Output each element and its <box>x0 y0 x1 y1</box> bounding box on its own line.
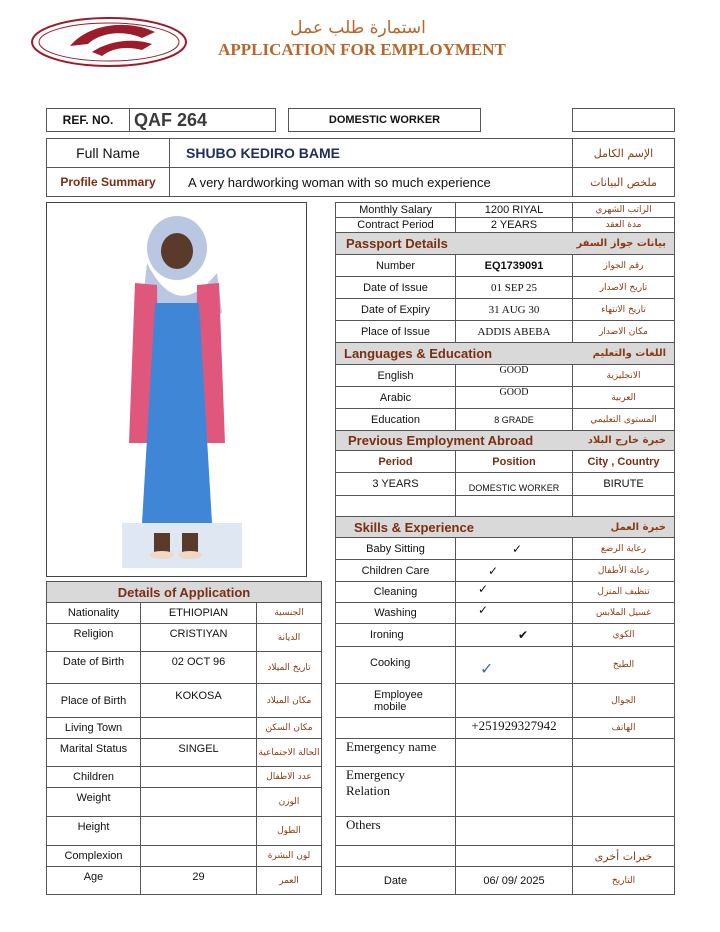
skill-label-cooking: Cooking <box>335 646 456 684</box>
english-level: GOOD <box>455 364 573 387</box>
profile-ar: ملخص البيانات <box>572 167 675 197</box>
ref-blank-box <box>572 108 675 132</box>
issue-place-label: Place of Issue <box>335 320 456 343</box>
date-value: 06/ 09/ 2025 <box>455 866 573 895</box>
expiry-date-label: Date of Expiry <box>335 298 456 321</box>
phone-label-blank <box>335 717 456 739</box>
employment-blank-2 <box>455 495 573 517</box>
skill-label-baby-sitting: Baby Sitting <box>335 537 456 560</box>
ref-label: REF. NO. <box>46 108 130 132</box>
skills-title: Skills & Experience <box>354 519 474 535</box>
skill-mark-baby-sitting: ✓ <box>455 537 573 560</box>
skill-label-children-care: Children Care <box>335 559 456 582</box>
employment-city: BIRUTE <box>572 472 675 496</box>
applicant-photo <box>47 203 306 576</box>
employment-col-city: City , Country <box>572 450 675 473</box>
profile-label: Profile Summary <box>46 167 170 197</box>
weight-value <box>140 787 257 817</box>
languages-header <box>335 342 675 365</box>
complexion-value <box>140 845 257 867</box>
weight-ar: الوزن <box>256 787 322 817</box>
employment-header <box>335 430 675 451</box>
marital-label: Marital Status <box>46 738 141 767</box>
emergency-name-ar <box>572 738 675 767</box>
religion-value: CRISTIYAN <box>140 623 257 652</box>
passport-title: Passport Details <box>346 236 448 251</box>
employment-period: 3 YEARS <box>335 472 456 496</box>
skill-ar-cooking: الطبخ <box>572 646 675 684</box>
passport-number-ar: رقم الجواز <box>572 254 675 277</box>
skill-ar-ironing: الكوي <box>572 623 675 647</box>
skill-label-washing: Washing <box>335 602 456 624</box>
position-applied: DOMESTIC WORKER <box>288 108 481 132</box>
employment-title-ar: خبرة خارج البلاد <box>587 435 666 446</box>
salary-value: 1200 RIYAL <box>455 202 573 218</box>
living-town-label: Living Town <box>46 717 141 739</box>
date-label: Date <box>335 866 456 895</box>
pob-label: Place of Birth <box>46 683 141 718</box>
dob-value: 02 OCT 96 <box>140 651 257 684</box>
company-logo <box>30 16 188 68</box>
children-value <box>140 766 257 788</box>
issue-date-ar: تاريخ الاصدار <box>572 276 675 299</box>
education-ar: المستوى التعليمي <box>572 408 675 431</box>
emergency-relation-line2: Relation <box>346 783 391 798</box>
age-value: 29 <box>140 866 257 895</box>
languages-title: Languages & Education <box>344 346 493 361</box>
religion-label: Religion <box>46 623 141 652</box>
emergency-relation-line1: Emergency <box>346 767 405 782</box>
emergency-relation-label <box>335 766 456 817</box>
dob-label: Date of Birth <box>46 651 141 684</box>
skill-mark-cooking: ✓ <box>455 646 573 684</box>
skill-mark-children-care: ✓ <box>455 559 573 582</box>
weight-label: Weight <box>46 787 141 817</box>
ref-value: QAF 264 <box>129 108 276 132</box>
complexion-label: Complexion <box>46 845 141 867</box>
mobile-ar: الجوال <box>572 683 675 718</box>
contract-ar: مدة العقد <box>572 217 675 233</box>
expiry-date-ar: تاريخ الانتهاء <box>572 298 675 321</box>
mobile-value-blank <box>455 683 573 718</box>
other-exp-blank-2 <box>455 845 573 867</box>
mobile-label: Employee mobile <box>335 683 456 718</box>
employment-col-period: Period <box>335 450 456 473</box>
others-ar-blank <box>572 816 675 846</box>
emergency-relation-ar <box>572 766 675 817</box>
skill-ar-washing: غسيل الملابس <box>572 602 675 624</box>
skill-ar-cleaning: تنظيف المنزل <box>572 581 675 603</box>
issue-place-ar: مكان الاصدار <box>572 320 675 343</box>
full-name-value: SHUBO KEDIRO BAME <box>169 138 573 168</box>
salary-ar: الراتب الشهري <box>572 202 675 218</box>
expiry-date: 31 AUG 30 <box>455 298 573 321</box>
arabic-label: Arabic <box>335 386 456 409</box>
employment-position: DOMESTIC WORKER <box>455 472 573 496</box>
issue-date-label: Date of Issue <box>335 276 456 299</box>
page-title: APPLICATION FOR EMPLOYMENT <box>218 40 506 59</box>
living-town-value <box>140 717 257 739</box>
complexion-ar: لون البشرة <box>256 845 322 867</box>
skill-mark-washing: ✓ <box>455 602 573 624</box>
marital-ar: الحالة الاجتماعية <box>256 738 322 767</box>
age-ar: العمر <box>256 866 322 895</box>
passport-number-label: Number <box>335 254 456 277</box>
living-town-ar: مكان السكن <box>256 717 322 739</box>
contract-label: Contract Period <box>335 217 456 233</box>
passport-header <box>335 232 675 255</box>
others-label: Others <box>335 816 456 846</box>
other-exp-ar: خبرات أخرى <box>572 845 675 867</box>
full-name-ar: الإسم الكامل <box>572 138 675 168</box>
issue-place: ADDIS ABEBA <box>455 320 573 343</box>
application-header: Details of Application <box>46 581 322 603</box>
education-label: Education <box>335 408 456 431</box>
arabic-level: GOOD <box>455 386 573 409</box>
height-label: Height <box>46 816 141 846</box>
emergency-name-label: Emergency name <box>335 738 456 767</box>
pob-value: KOKOSA <box>140 683 257 718</box>
date-ar: التاريخ <box>572 866 675 895</box>
skills-header <box>335 516 675 538</box>
employment-title: Previous Employment Abroad <box>348 433 534 448</box>
other-exp-blank-1 <box>335 845 456 867</box>
children-ar: عدد الاطفال <box>256 766 322 788</box>
english-ar: الانجليزية <box>572 364 675 387</box>
children-label: Children <box>46 766 141 788</box>
skill-mark-ironing: ✔ <box>455 623 573 647</box>
applicant-photo-frame <box>46 202 307 577</box>
skill-label-cleaning: Cleaning <box>335 581 456 603</box>
nationality-ar: الجنسية <box>256 602 322 624</box>
skill-ar-baby-sitting: رعاية الرضع <box>572 537 675 560</box>
languages-title-ar: اللغات والتعليم <box>592 348 666 359</box>
emergency-relation-value <box>455 766 573 817</box>
arabic-title: استمارة طلب عمل <box>290 18 426 38</box>
emergency-name-value <box>455 738 573 767</box>
skill-ar-children-care: رعاية الأطفال <box>572 559 675 582</box>
issue-date: 01 SEP 25 <box>455 276 573 299</box>
height-value <box>140 816 257 846</box>
others-value <box>455 816 573 846</box>
education-level: 8 GRADE <box>455 408 573 431</box>
arabic-ar: العربية <box>572 386 675 409</box>
employment-blank-3 <box>572 495 675 517</box>
marital-value: SINGEL <box>140 738 257 767</box>
phone-ar: الهاتف <box>572 717 675 739</box>
skill-label-ironing: Ironing <box>335 623 456 647</box>
religion-ar: الديانة <box>256 623 322 652</box>
age-label: Age <box>46 866 141 895</box>
dob-ar: تاريخ الميلاد <box>256 651 322 684</box>
skills-title-ar: خبرة العمل <box>610 521 666 533</box>
height-ar: الطول <box>256 816 322 846</box>
english-label: English <box>335 364 456 387</box>
contract-value: 2 YEARS <box>455 217 573 233</box>
skill-mark-cleaning: ✓ <box>455 581 573 603</box>
profile-value: A very hardworking woman with so much experience <box>169 167 573 197</box>
salary-label: Monthly Salary <box>335 202 456 218</box>
passport-number: EQ1739091 <box>455 254 573 277</box>
pob-ar: مكان الميلاد <box>256 683 322 718</box>
passport-title-ar: بيانات جواز السفر <box>576 238 666 249</box>
nationality-label: Nationality <box>46 602 141 624</box>
nationality-value: ETHIOPIAN <box>140 602 257 624</box>
employment-col-position: Position <box>455 450 573 473</box>
full-name-label: Full Name <box>46 138 170 168</box>
employment-blank-1 <box>335 495 456 517</box>
phone-number: +251929327942 <box>455 717 573 739</box>
